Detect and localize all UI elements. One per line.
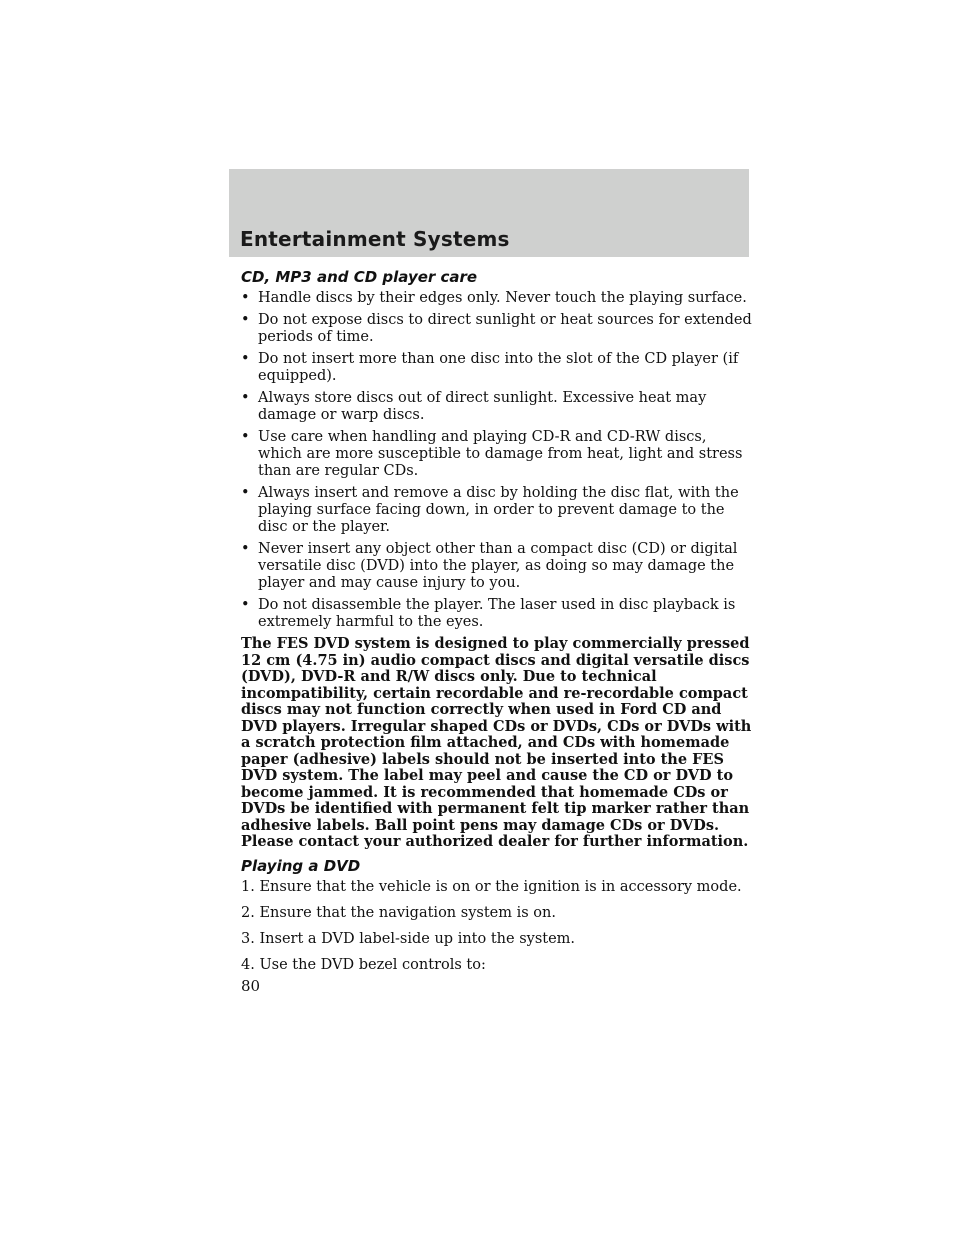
bullet-text: Handle discs by their edges only. Never touch the playing surface.: [258, 290, 747, 306]
bullet-icon: •: [241, 597, 250, 613]
bullet-text: Do not disassemble the player. The laser used in disc playback is extremely harmful to the eyes.: [258, 597, 736, 630]
bullet-text: Never insert any object other than a compact disc (CD) or digital versatile disc (DVD) into the player, as doing so may damage the player and may cause injury to you.: [258, 541, 738, 591]
list-item: [241, 312, 753, 346]
step-item: 3. Insert a DVD label-side up into the system.: [241, 930, 576, 947]
care-heading: CD, MP3 and CD player care: [241, 268, 478, 286]
bullet-icon: •: [241, 485, 250, 501]
step-item: 2. Ensure that the navigation system is on.: [241, 904, 556, 921]
dvd-steps: [241, 879, 753, 974]
list-item: [241, 429, 753, 480]
section-header-band: [229, 169, 749, 257]
list-item: [241, 390, 753, 424]
bullet-icon: •: [241, 351, 250, 367]
playing-dvd-heading: Playing a DVD: [241, 856, 361, 875]
step-item: 4. Use the DVD bezel controls to:: [241, 956, 486, 973]
page-number: 80: [241, 976, 261, 995]
bullet-icon: •: [241, 541, 250, 557]
bullet-icon: •: [241, 429, 250, 445]
list-item: [241, 351, 753, 385]
bullet-icon: •: [241, 312, 250, 328]
bullet-text: Use care when handling and playing CD-R and CD-RW discs, which are more susceptible to damage from heat, light and stress than are regular CDs.: [258, 429, 743, 479]
bullet-text: Do not expose discs to direct sunlight or heat sources for extended periods of time.: [258, 312, 752, 345]
list-item: [241, 290, 753, 307]
list-item: [241, 541, 753, 592]
care-bullet-list: [241, 290, 753, 631]
bullet-icon: •: [241, 290, 250, 306]
list-item: [241, 597, 753, 631]
section-title: Entertainment Systems: [240, 227, 510, 251]
step-item: 1. Ensure that the vehicle is on or the ignition is in accessory mode.: [241, 878, 742, 895]
bullet-text: Always store discs out of direct sunlight. Excessive heat may damage or warp discs.: [258, 390, 707, 423]
disc-compatibility-notice: The FES DVD system is designed to play commercially pressed 12 cm (4.75 in) audio compact discs and digital versatile discs (DVD), DVD-R and R/W discs only. Due to technical incompatibility, certain recordable and re-recordable compact discs may not function correctly when used in Ford CD and DVD players. Irregular shaped CDs or DVDs, CDs or DVDs with a scratch protection film attached, and CDs with homemade paper (adhesive) labels should not be inserted into the FES DVD system. The label may peel and cause the CD or DVD to become jammed. It is recommended that homemade CDs or DVDs be identified with permanent felt tip marker rather than adhesive labels. Ball point pens may damage CDs or DVDs. Please contact your authorized dealer for further information.: [241, 635, 752, 850]
bullet-icon: •: [241, 390, 250, 406]
bullet-text: Do not insert more than one disc into the slot of the CD player (if equipped).: [258, 351, 739, 384]
bullet-text: Always insert and remove a disc by holding the disc flat, with the playing surface facing down, in order to prevent damage to the disc or the player.: [258, 485, 739, 535]
page-content: [241, 268, 753, 995]
list-item: [241, 485, 753, 536]
